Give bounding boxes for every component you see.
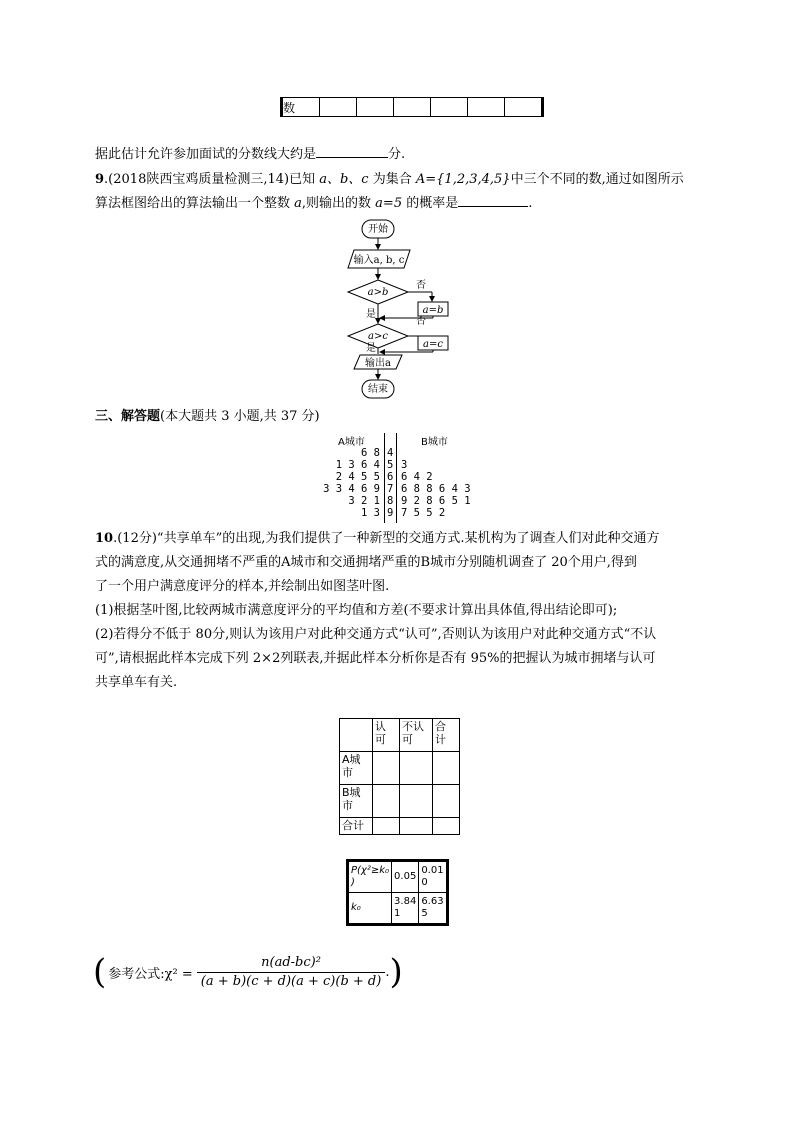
condition-label-1: a>b	[367, 287, 389, 298]
output-label: 输出a	[365, 358, 391, 369]
table-cell: 3.84 1	[392, 893, 419, 924]
left-leaves: 1 3 6 4	[335, 459, 380, 471]
divider-line	[396, 433, 397, 523]
assign-label-1: a=b	[422, 305, 444, 316]
formula-fraction	[197, 954, 386, 991]
header-cell: 合 计	[433, 719, 460, 752]
assign-label-2: a=c	[423, 339, 443, 350]
table-row	[349, 862, 447, 893]
answer-cell[interactable]	[373, 818, 400, 835]
left-leaves: 2 4 5 5	[335, 471, 380, 483]
right-leaves: 6 8 8 6 4 3	[401, 483, 471, 495]
answer-cell[interactable]	[400, 785, 433, 818]
critical-value-table	[348, 861, 447, 924]
answer-cell[interactable]	[400, 752, 433, 785]
q10-item2-line2: 可”,请根据此样本完成下列 2×2列联表,并据此样本分析你是否有 95%的把握认为城市拥堵与认可	[95, 651, 656, 666]
answer-cell[interactable]	[373, 752, 400, 785]
q9-line1: 9.(2018陕西宝鸡质量检测三,14)已知 a、b、c 为集合 A={1,2,3,4,5}中三个不同的数,通过如图所示	[95, 172, 684, 187]
stem: 7	[387, 483, 394, 495]
table-cell	[394, 98, 431, 117]
answer-cell[interactable]	[433, 752, 460, 785]
row-header-cell: 合计	[340, 818, 373, 835]
right-title: B城市	[421, 437, 448, 448]
row-header-cell: A城 市	[340, 752, 373, 785]
q9-line2: 算法框图给出的算法输出一个整数 a,则输出的数 a=5 的概率是 .	[95, 192, 532, 215]
right-leaves: 3	[401, 459, 408, 471]
table-cell	[357, 98, 394, 117]
table-cell: 数	[282, 98, 320, 117]
contingency-table	[339, 718, 460, 835]
right-leaves: 6 4 2	[401, 471, 433, 483]
left-leaves: 3 2 1	[348, 495, 380, 507]
table-row	[340, 752, 460, 785]
q10-item2-line1: (2)若得分不低于 80分,则认为该用户对此种交通方式“认可”,否则认为该用户对此种交通方式“不认	[95, 627, 657, 642]
no-label-1: 否	[416, 280, 426, 291]
yes-label-2: 是	[366, 343, 376, 354]
left-leaves: 3 3 4 6 9	[323, 483, 380, 495]
answer-blank[interactable]	[316, 143, 388, 158]
q10-line2: 式的满意度,从交通拥堵不严重的A城市和交通拥堵严重的B城市分别随机调查了 20个用户,得到	[95, 555, 637, 570]
q10-line1: 10.(12分)“共享单车”的出现,为我们提供了一种新型的交通方式.某机构为了调查人们对此种交通方	[95, 531, 660, 546]
answer-cell[interactable]	[400, 818, 433, 835]
section-heading: 三、解答题(本大题共 3 小题,共 37 分)	[95, 409, 320, 424]
q8-tail-line: 据此估计允许参加面试的分数线大约是 分.	[95, 143, 405, 166]
table-cell	[431, 98, 468, 117]
condition-label-2: a>c	[368, 331, 388, 342]
table-cell	[340, 719, 373, 752]
table-cell	[320, 98, 357, 117]
answer-cell[interactable]	[433, 785, 460, 818]
left-leaves: 1 3	[361, 507, 380, 519]
stem: 5	[387, 459, 394, 471]
table-cell: 0.05	[392, 862, 419, 893]
table-row	[349, 893, 447, 924]
formula-prefix: 参考公式:χ² =	[108, 966, 193, 982]
right-leaves: 9 2 8 6 5 1	[401, 495, 471, 507]
stem: 4	[387, 447, 394, 459]
algorithm-flowchart	[340, 218, 460, 400]
stem-leaf-plot	[315, 433, 495, 525]
answer-blank[interactable]	[458, 192, 528, 207]
table-cell	[468, 98, 505, 117]
q10-line3: 了一个用户满意度评分的样本,并绘制出如图茎叶图.	[95, 579, 390, 594]
header-cell: 不认 可	[400, 719, 433, 752]
table-cell: k₀	[349, 893, 392, 924]
table-cell: P(χ²≥k₀ )	[349, 862, 392, 893]
left-leaves: 6 8	[361, 447, 380, 459]
table-row	[340, 785, 460, 818]
formula-suffix: .	[385, 964, 390, 980]
table-cell	[505, 98, 543, 117]
q10-item1: (1)根据茎叶图,比较两城市满意度评分的平均值和方差(不要求计算出具体值,得出结论即可);	[95, 603, 618, 618]
divider-line	[384, 433, 385, 523]
start-label: 开始	[368, 224, 388, 235]
reference-formula	[93, 948, 403, 996]
question-number: 10	[95, 531, 114, 546]
yes-label-1: 是	[366, 309, 376, 320]
stem: 6	[387, 471, 394, 483]
formula-numerator: n(ad-bc)²	[197, 954, 386, 973]
answer-cell[interactable]	[433, 818, 460, 835]
input-label: 输入a, b, c	[353, 255, 405, 266]
question-number: 9	[95, 172, 105, 187]
stem: 9	[387, 507, 394, 519]
table-cell: 0.01 0	[419, 862, 446, 893]
left-title: A城市	[338, 437, 365, 448]
left-paren: (	[93, 952, 107, 992]
table-cell: 6.63 5	[419, 893, 446, 924]
score-table-fragment	[280, 97, 544, 117]
formula-denominator: (a + b)(c + d)(a + c)(b + d)	[200, 973, 382, 989]
q10-item2-line3: 共享单车有关.	[95, 675, 178, 690]
no-label-2: 否	[416, 316, 426, 327]
row-header-cell: B城 市	[340, 785, 373, 818]
right-leaves: 7 5 5 2	[401, 507, 446, 519]
table-row	[340, 818, 460, 835]
stem: 8	[387, 495, 394, 507]
end-label: 结束	[368, 384, 388, 395]
answer-cell[interactable]	[373, 785, 400, 818]
table-row	[340, 719, 460, 752]
right-paren: )	[389, 952, 403, 992]
header-cell: 认 可	[373, 719, 400, 752]
